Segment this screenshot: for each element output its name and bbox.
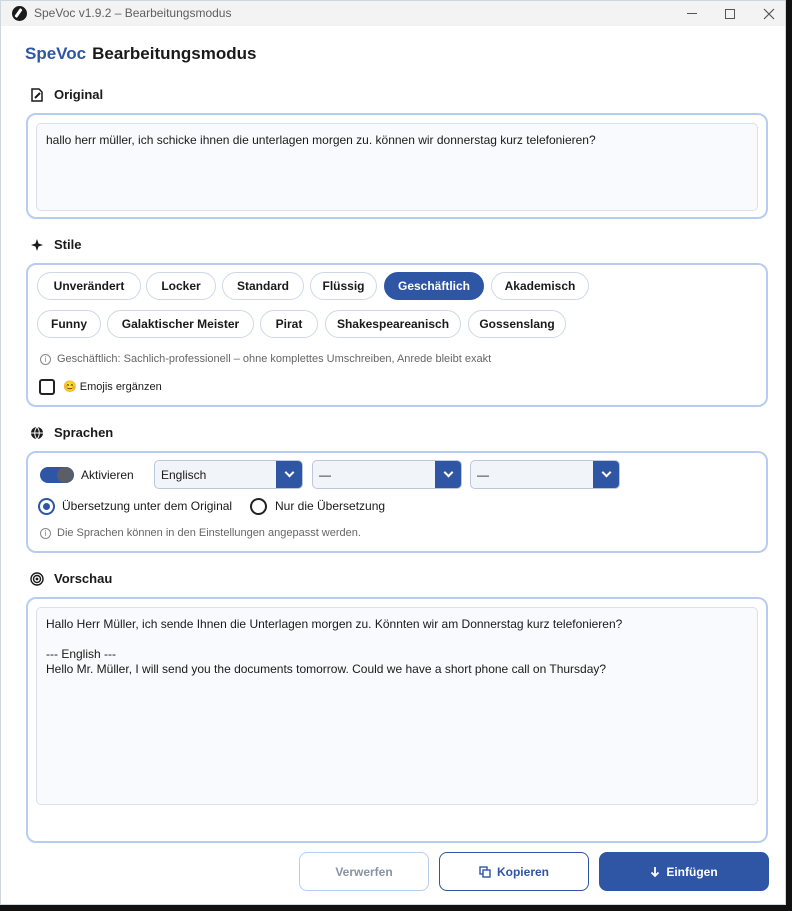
styles-card	[26, 263, 768, 407]
language-select-1[interactable]	[154, 460, 303, 489]
copy-button-label: Kopieren	[496, 864, 549, 879]
chevron-down-icon[interactable]	[593, 461, 619, 488]
style-hint	[40, 353, 491, 365]
style-chip-geschaeftlich[interactable]: Geschäftlich	[384, 272, 484, 300]
style-chip-galaktischer-meister[interactable]: Galaktischer Meister	[107, 310, 254, 338]
style-hint-text: Geschäftlich: Sachlich-professionell – ohne komplettes Umschreiben, Anrede bleibt exakt	[57, 353, 492, 365]
toggle-knob	[57, 467, 73, 483]
globe-icon	[30, 426, 44, 440]
preview-card	[26, 597, 768, 843]
style-chip-unveraendert[interactable]: Unverändert	[37, 272, 141, 300]
translate-toggle[interactable]	[40, 467, 74, 483]
language-select-1-value: Englisch	[161, 468, 207, 482]
minimize-icon	[687, 13, 697, 14]
insert-button[interactable]	[599, 852, 769, 891]
style-chip-locker[interactable]: Locker	[146, 272, 216, 300]
language-select-3-value: —	[477, 468, 489, 482]
language-select-3[interactable]	[470, 460, 620, 489]
languages-hint	[40, 527, 361, 539]
radio-translation-only[interactable]	[250, 498, 267, 515]
app-logo-icon	[12, 6, 27, 21]
style-chip-standard[interactable]: Standard	[222, 272, 304, 300]
insert-button-label: Einfügen	[666, 864, 718, 879]
chevron-down-icon[interactable]	[276, 461, 302, 488]
language-select-2[interactable]	[312, 460, 462, 489]
radio-translation-below[interactable]	[38, 498, 55, 515]
mode-title: Bearbeitungsmodus	[92, 44, 257, 63]
language-select-2-value: —	[319, 468, 331, 482]
radio-translation-below-label[interactable]: Übersetzung unter dem Original	[62, 499, 233, 513]
title-bar	[1, 1, 785, 26]
original-section-label	[30, 87, 103, 102]
style-chip-funny[interactable]: Funny	[37, 310, 101, 338]
emoji-checkbox-label[interactable]: 😊 Emojis ergänzen	[63, 381, 162, 393]
window-title: SpeVoc v1.9.2 – Bearbeitungsmodus	[34, 6, 232, 20]
languages-section-label	[30, 425, 113, 440]
edit-document-icon	[30, 88, 44, 102]
languages-card	[26, 451, 768, 553]
style-chip-gossenslang[interactable]: Gossenslang	[468, 310, 566, 338]
original-card	[26, 113, 768, 219]
preview-section-label	[30, 571, 112, 586]
maximize-icon	[725, 9, 735, 19]
emoji-checkbox[interactable]	[39, 379, 55, 395]
radio-translation-only-label[interactable]: Nur die Übersetzung	[275, 499, 386, 513]
info-icon: i	[40, 528, 51, 539]
style-chip-akademisch[interactable]: Akademisch	[491, 272, 589, 300]
original-label: Original	[54, 87, 104, 102]
info-icon: i	[40, 354, 51, 365]
download-arrow-icon	[650, 866, 660, 878]
languages-label: Sprachen	[54, 425, 114, 440]
brand-name: SpeVoc	[25, 44, 87, 63]
page-title	[25, 44, 256, 64]
preview-label: Vorschau	[54, 571, 113, 586]
close-icon	[763, 8, 775, 20]
style-chip-shakespeareanisch[interactable]: Shakespeareanisch	[325, 310, 461, 338]
minimize-button[interactable]	[674, 1, 710, 26]
preview-text-field[interactable]: Hallo Herr Müller, ich sende Ihnen die Unterlagen morgen zu. Könnten wir am Donnerstag kurz telefonieren? --- English --- Hello Mr. Müller, I will send you the documents tomorrow. Could we have a short phone call on Thursday?	[36, 607, 758, 805]
style-chip-pirat[interactable]: Pirat	[260, 310, 318, 338]
discard-button-label: Verwerfen	[335, 864, 393, 879]
sparkle-icon	[30, 238, 44, 252]
copy-button[interactable]	[439, 852, 589, 891]
style-chip-fluessig[interactable]: Flüssig	[310, 272, 377, 300]
styles-label: Stile	[54, 237, 82, 252]
original-text-field[interactable]: hallo herr müller, ich schicke ihnen die unterlagen morgen zu. können wir donnerstag kurz telefonieren?	[36, 123, 758, 211]
languages-hint-text: Die Sprachen können in den Einstellungen angepasst werden.	[57, 527, 361, 539]
eye-icon	[30, 572, 44, 586]
styles-section-label	[30, 237, 81, 252]
copy-icon	[479, 866, 491, 878]
close-button[interactable]	[751, 1, 787, 26]
translate-toggle-label: Aktivieren	[81, 468, 134, 482]
discard-button[interactable]	[299, 852, 429, 891]
maximize-button[interactable]	[712, 1, 748, 26]
chevron-down-icon[interactable]	[435, 461, 461, 488]
